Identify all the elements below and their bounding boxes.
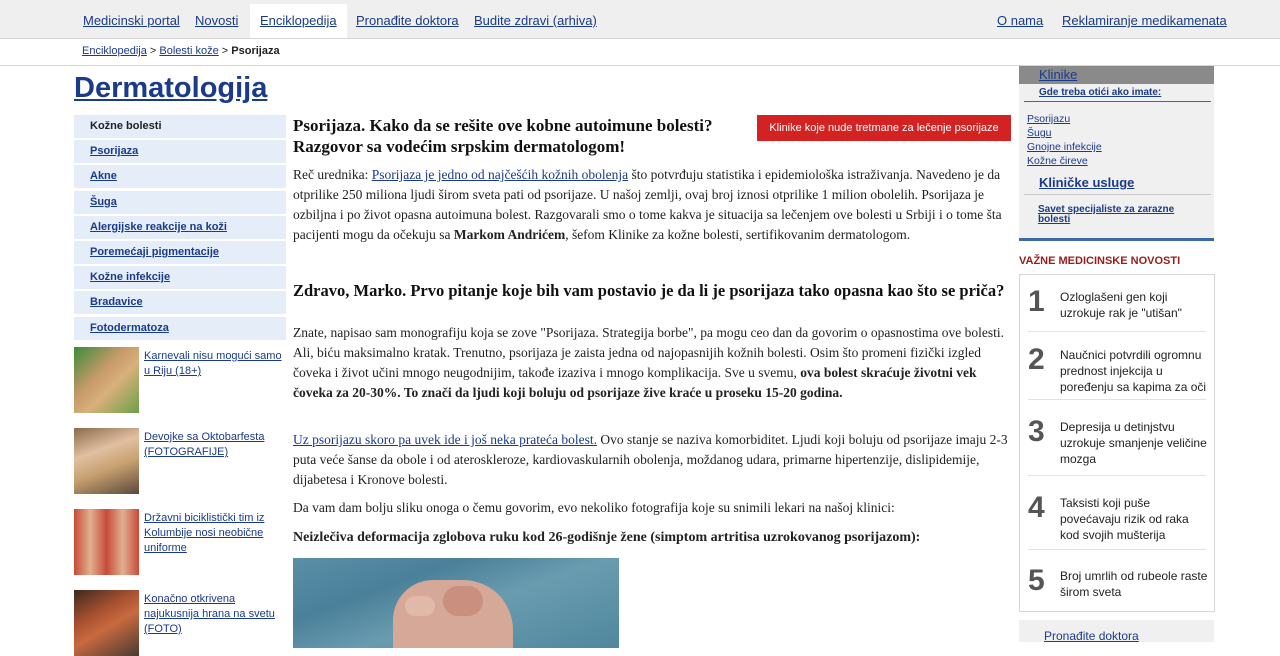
sidebar-item-fotodermatoza[interactable]: Fotodermatoza <box>74 317 286 340</box>
news-text[interactable]: Naučnici potvrdili ogromnu prednost injekcija u poređenju sa kapima za oči <box>1060 348 1207 394</box>
sidebar-item-kozne-bolesti[interactable]: Kožne bolesti <box>74 115 286 138</box>
comorbidity-text: Ovo stanje se naziva komorbiditet. Ljudi koji boluju od psorijaze imaju 2-3 puta veće šanse da obole i od ateroskleroze, kardiovaskularnih obolenja, moždanog udara, primarne hipertenzije, dislipidemije, dijabetesa i Kronove bolesti. <box>293 432 1008 487</box>
breadcrumb-enciklopedija[interactable]: Enciklopedija <box>82 45 147 57</box>
nav-medicinski-portal[interactable]: Medicinski portal <box>83 13 180 28</box>
promo-thumbnail[interactable] <box>74 347 139 413</box>
left-sidebar-nav <box>74 115 286 342</box>
news-list <box>1019 274 1215 612</box>
promo-link[interactable]: Devojke sa Oktobarfesta (FOTOGRAFIJE) <box>144 431 265 458</box>
divider <box>1028 399 1206 400</box>
article-intro <box>293 165 1011 245</box>
nav-reklamiranje[interactable]: Reklamiranje medikamenata <box>1062 13 1227 28</box>
article-photo <box>293 558 619 648</box>
clinics-box <box>1019 66 1214 241</box>
sidebar-item-kozne-infekcije[interactable]: Kožne infekcije <box>74 266 286 289</box>
promo-thumbnail[interactable] <box>74 428 139 494</box>
sidebar-item-suga[interactable]: Šuga <box>74 191 286 214</box>
sidebar-item-akne[interactable]: Akne <box>74 165 286 188</box>
condition-link[interactable]: Gnojne infekcije <box>1027 141 1102 153</box>
divider <box>1024 101 1211 102</box>
answer-bold: ova bolest skraćuje životni vek čoveka za 20-30%. To znači da ljudi koji boluju od psorijaze žive kraće u proseku 15-20 godina. <box>293 365 977 400</box>
intro-text: što potvrđuju statistika i epidemiološka istraživanja. Navedeno je da otprilike 250 miliona ljudi širom sveta pati od psorijaze. U našoj zemlji, ovaj broj iznosi otprilike 1 milion obolelih. Psorijaza je ozbiljna i po život opasna autoimuna bolest. Razgovarali smo o tome kakva je situacija sa lečenjem ove bolesti u Srbiji i o tome šta pacijenti mogu da očekuju sa <box>293 167 1002 242</box>
promo-link[interactable]: Karnevali nisu mogući samo u Riju (18+) <box>144 350 282 377</box>
interview-answer <box>293 323 1011 403</box>
find-doctor-link[interactable]: Pronađite doktora <box>1044 629 1139 643</box>
photos-intro: Da vam dam bolju sliku onoga o čemu govorim, evo nekoliko fotografija koje su snimili lekari na našoj klinici: <box>293 500 895 515</box>
find-doctor-box <box>1019 620 1214 642</box>
divider <box>1028 331 1206 332</box>
news-number: 3 <box>1028 415 1045 448</box>
news-number: 5 <box>1028 564 1045 597</box>
news-number: 4 <box>1028 491 1045 524</box>
breadcrumb-separator: > <box>221 45 229 57</box>
answer-text: Znate, napisao sam monografiju koja se zove "Psorijaza. Strategija borbe", pa mogu ceo dan da govorim o opasnostima ove bolesti. Ali, biću maksimalno kratak. Trenutno, psorijaza je zaista jedna od najopasnijih kožnih bolesti. Osim što promeni fizički izgled čoveka i život učini mnogo neugodnijim, takođe izaziva i mnogo komplikacija. Sve u svemu, <box>293 325 1004 380</box>
sidebar-item-bradavice[interactable]: Bradavice <box>74 291 286 314</box>
image-caption: Neizlečiva deformacija zglobova ruku kod 26-godišnje žene (simptom artritisa uzrokovanog psorijazom): <box>293 530 921 545</box>
breadcrumb-bolesti-koze[interactable]: Bolesti kože <box>159 45 219 57</box>
nav-enciklopedija[interactable]: Enciklopedija <box>250 4 347 38</box>
news-text[interactable]: Broj umrlih od rubeole raste širom sveta <box>1060 569 1208 599</box>
article-headline: Psorijaza. Kako da se rešite ove kobne autoimune bolesti? Razgovor sa vodećim srpskim dermatologom! <box>293 116 713 156</box>
section-title[interactable]: Dermatologija <box>74 72 268 104</box>
nav-pronadjite-doktora[interactable]: Pronađite doktora <box>356 13 459 28</box>
news-text[interactable]: Ozloglašeni gen koji uzrokuje rak je "utišan" <box>1060 290 1182 320</box>
nav-novosti[interactable]: Novosti <box>195 13 239 28</box>
breadcrumb <box>82 45 280 57</box>
promo-item[interactable] <box>74 509 286 575</box>
clinics-header-link[interactable]: Klinike <box>1039 67 1078 82</box>
specialist-advice-link[interactable]: Savet specijaliste za zarazne bolesti <box>1038 204 1175 225</box>
top-navigation <box>0 0 1280 39</box>
intro-link[interactable]: Psorijaza je jedno od najčešćih kožnih obolenja <box>371 167 629 182</box>
breadcrumb-current: Psorijaza <box>231 45 280 57</box>
divider <box>1024 194 1211 195</box>
condition-link[interactable]: Šugu <box>1027 127 1052 139</box>
comorbidity-paragraph <box>293 430 1011 490</box>
nav-o-nama[interactable]: O nama <box>997 13 1044 28</box>
promo-link[interactable]: Konačno otkrivena najukusnija hrana na svetu (FOTO) <box>144 593 275 635</box>
sidebar-item-psorijaza[interactable]: Psorijaza <box>74 140 286 163</box>
promo-link[interactable]: Državni biciklistički tim iz Kolumbije nosi neobične uniforme <box>144 512 265 554</box>
intro-bold-name: Markom Andrićem <box>453 227 566 242</box>
promo-item[interactable] <box>74 347 286 413</box>
nav-budite-zdravi[interactable]: Budite zdravi (arhiva) <box>474 13 597 28</box>
condition-link[interactable]: Kožne čireve <box>1027 155 1088 167</box>
where-to-go-link[interactable]: Gde treba otići ako imate: <box>1039 87 1162 98</box>
news-number: 1 <box>1028 285 1045 318</box>
news-section-title: VAŽNE MEDICINSKE NOVOSTI <box>1019 255 1181 267</box>
breadcrumb-separator: > <box>149 45 157 57</box>
intro-prefix: Reč urednika: <box>293 167 372 182</box>
clinics-button[interactable]: Klinike koje nude tretmane za lečenje psorijaze <box>757 115 1011 141</box>
news-number: 2 <box>1028 343 1045 376</box>
promo-item[interactable] <box>74 428 286 494</box>
sidebar-item-alergijske-reakcije[interactable]: Alergijske reakcije na koži <box>74 216 286 239</box>
news-text[interactable]: Taksisti koji puše povećavaju rizik od raka kod svojih mušterija <box>1060 496 1189 542</box>
comorbidity-link[interactable]: Uz psorijazu skoro pa uvek ide i još neka prateća bolest. <box>293 432 598 447</box>
divider <box>1028 475 1206 476</box>
conditions-list <box>1027 112 1102 168</box>
promo-item[interactable] <box>74 590 286 656</box>
sidebar-item-poremecaji-pigmentacije[interactable]: Poremećaji pigmentacije <box>74 241 286 264</box>
intro-end: , šefom Klinike za kožne bolesti, sertifikovanim dermatologom. <box>565 227 911 242</box>
promo-thumbnail[interactable] <box>74 590 139 656</box>
promo-thumbnail[interactable] <box>74 509 139 575</box>
clinics-header <box>1019 66 1214 84</box>
condition-link[interactable]: Psorijazu <box>1027 113 1071 125</box>
interview-question: Zdravo, Marko. Prvo pitanje koje bih vam postavio je da li je psorijaza tako opasna kao što se priča? <box>293 281 1005 300</box>
divider <box>1028 549 1206 550</box>
clinical-services-link[interactable]: Kliničke usluge <box>1039 175 1135 190</box>
news-text[interactable]: Depresija u detinjstvu uzrokuje smanjenje veličine mozga <box>1060 420 1207 466</box>
